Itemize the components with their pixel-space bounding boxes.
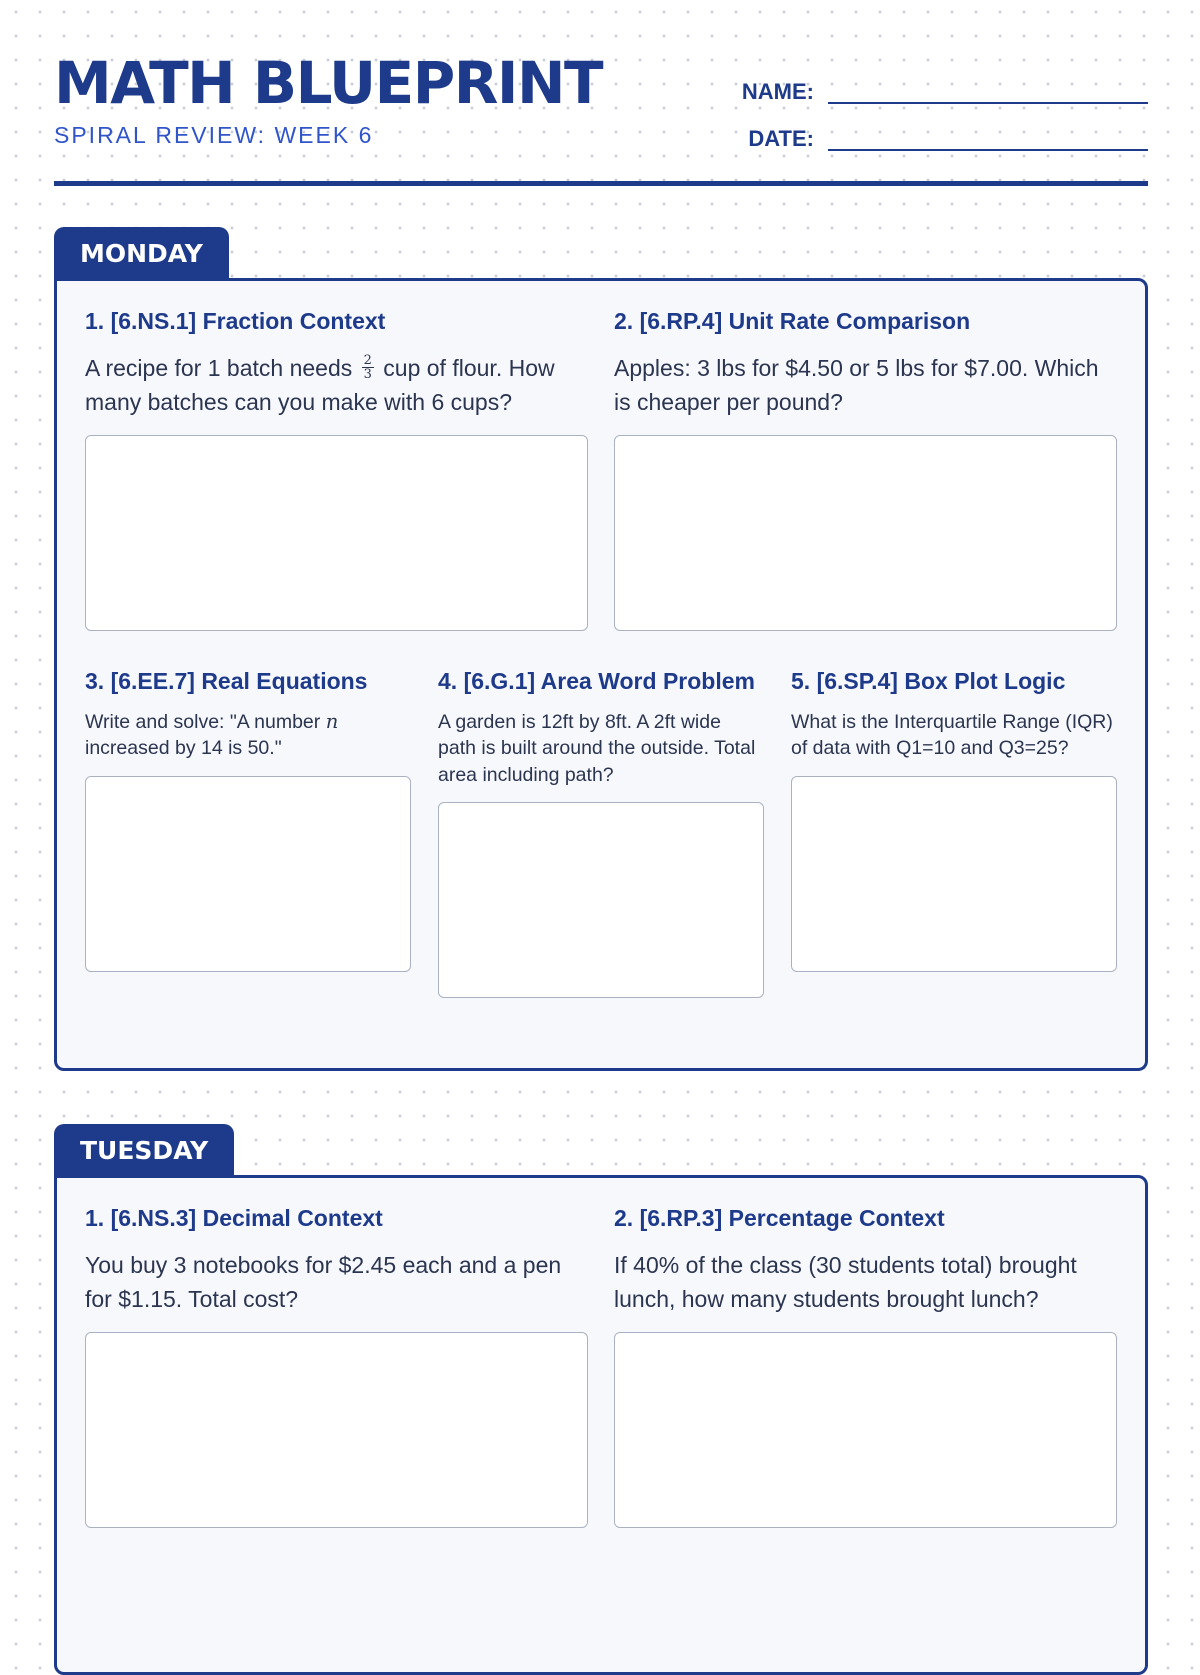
name-label: NAME:: [741, 78, 814, 104]
date-line[interactable]: [828, 121, 1148, 151]
fraction-denominator: 3: [363, 367, 372, 383]
worksheet-subtitle: SPIRAL REVIEW: WEEK 6: [54, 122, 374, 148]
tuesday-problem-1: [85, 1204, 588, 1528]
problem-text: [85, 351, 588, 419]
problem-text: Apples: 3 lbs for $4.50 or 5 lbs for $7.00. Which is cheaper per pound?: [614, 354, 1099, 415]
problem-title: 4. [6.G.1] Area Word Problem: [438, 667, 755, 694]
problem-title: 1. [6.NS.3] Decimal Context: [85, 1205, 383, 1231]
name-line[interactable]: [828, 74, 1148, 104]
monday-problem-1: [85, 307, 588, 631]
monday-row-1: [85, 307, 1117, 631]
problem-title: 2. [6.RP.4] Unit Rate Comparison: [614, 308, 971, 334]
monday-problem-4: [438, 667, 764, 998]
date-label: DATE:: [748, 125, 814, 151]
problem-text: What is the Interquartile Range (IQR) of data with Q1=10 and Q3=25?: [791, 710, 1113, 760]
tuesday-problem-2: [614, 1204, 1117, 1528]
answer-box[interactable]: [85, 435, 588, 631]
worksheet-title: MATH BLUEPRINT: [54, 49, 603, 117]
worksheet-header: [54, 0, 1148, 188]
monday-problem-2: [614, 307, 1117, 631]
header-divider: [54, 181, 1148, 186]
problem-title: 1. [6.NS.1] Fraction Context: [85, 308, 386, 334]
tuesday-row-1: [85, 1204, 1117, 1528]
monday-panel: [54, 278, 1148, 1071]
variable-n: n: [325, 709, 339, 733]
name-field: [724, 74, 1148, 104]
tuesday-tab: TUESDAY: [54, 1124, 234, 1178]
answer-box[interactable]: [85, 776, 411, 972]
answer-box[interactable]: [85, 1332, 588, 1528]
problem-text: [85, 709, 411, 762]
tuesday-section: [54, 1124, 1148, 1675]
problem-text-end: cup of flour. How many batches can you make with 6 cups?: [85, 354, 555, 415]
monday-row-2: [85, 667, 1117, 998]
monday-section: [54, 227, 1148, 1071]
monday-tab: MONDAY: [54, 227, 229, 281]
problem-title: 3. [6.EE.7] Real Equations: [85, 667, 368, 694]
monday-problem-5: [791, 667, 1117, 998]
answer-box[interactable]: [438, 802, 764, 998]
problem-text: If 40% of the class (30 students total) brought lunch, how many students brought lunch?: [614, 1251, 1077, 1312]
problem-text-start: A recipe for 1 batch needs: [85, 354, 353, 381]
problem-title: 5. [6.SP.4] Box Plot Logic: [791, 667, 1066, 694]
answer-box[interactable]: [791, 776, 1117, 972]
answer-box[interactable]: [614, 435, 1117, 631]
problem-text: You buy 3 notebooks for $2.45 each and a pen for $1.15. Total cost?: [85, 1251, 562, 1312]
problem-text-start: Write and solve: "A number: [85, 710, 321, 733]
fraction-two-thirds: [362, 354, 374, 381]
answer-box[interactable]: [614, 1332, 1117, 1528]
monday-problem-3: [85, 667, 411, 998]
problem-text: A garden is 12ft by 8ft. A 2ft wide path is built around the outside. Total area including path?: [438, 710, 756, 786]
tuesday-panel: [54, 1175, 1148, 1675]
problem-text-end: increased by 14 is 50.": [85, 737, 282, 760]
problem-title: 2. [6.RP.3] Percentage Context: [614, 1205, 945, 1231]
worksheet-page: [54, 0, 1148, 1312]
date-field: [724, 121, 1148, 151]
fraction-numerator: 2: [363, 353, 372, 369]
